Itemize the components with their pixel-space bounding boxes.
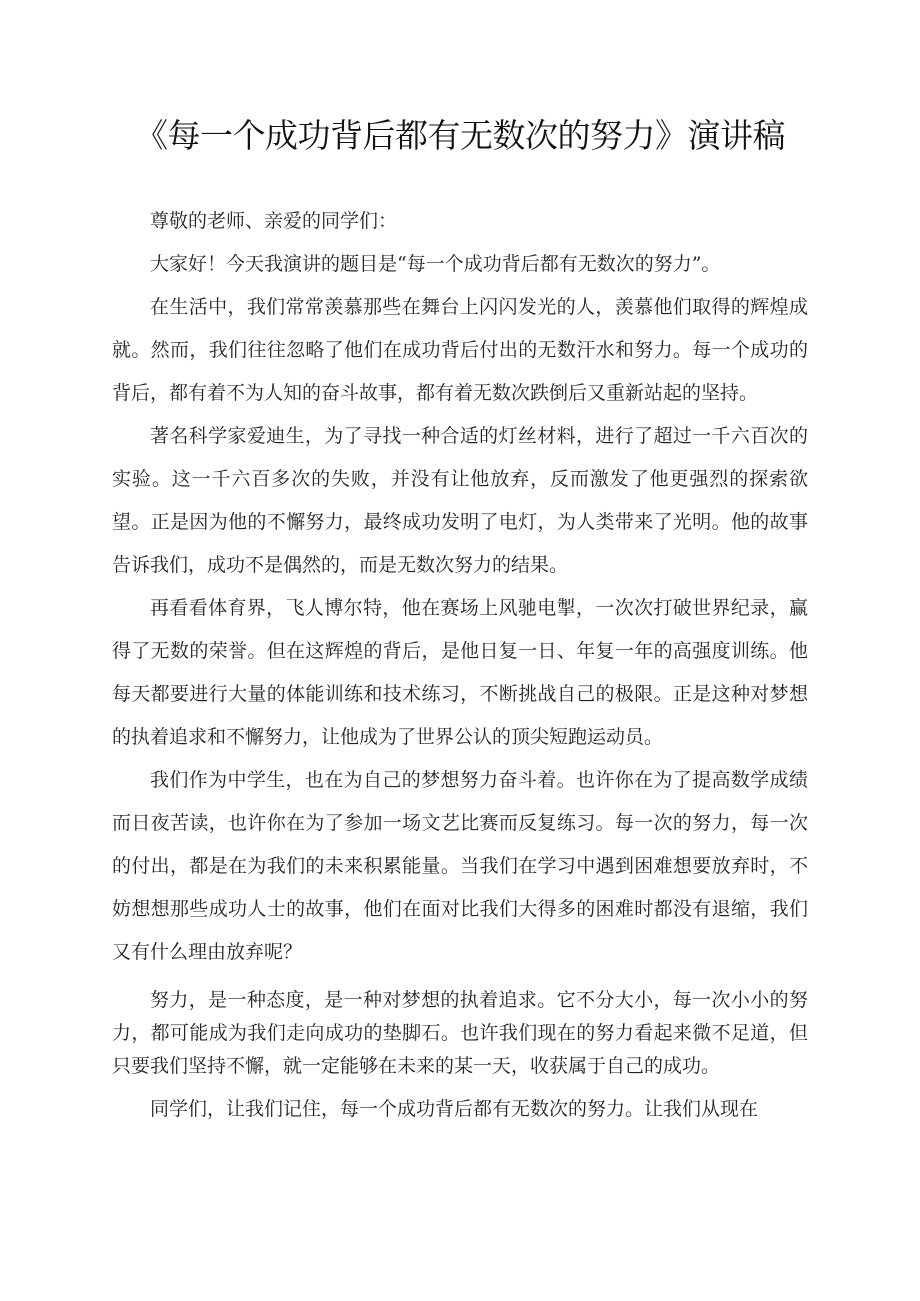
page-title: 《每一个成功背后都有无数次的努力》演讲稿	[135, 116, 785, 155]
paragraph-effort: 努力，是一种态度，是一种对梦想的执着追求。它不分大小，每一次小小的努力，都可能成为我们走向成功的垫脚石。也许我们现在的努力看起来微不足道，但只要我们坚持不懈，就一定能够在未来的某一天，收获属于自己的成功。	[112, 989, 808, 1077]
paragraph-closing: 同学们，让我们记住，每一个成功背后都有无数次的努力。让我们从现在	[150, 1098, 759, 1120]
paragraph-intro: 在生活中，我们常常羡慕那些在舞台上闪闪发光的人，羡慕他们取得的辉煌成就。然而，我们往往忽略了他们在成功背后付出的无数汗水和努力。每一个成功的背后，都有着不为人知的奋斗故事，都有着无数次跌倒后又重新站起的坚持。	[112, 296, 808, 404]
paragraph-greeting: 大家好！今天我演讲的题目是“每一个成功背后都有无数次的努力”。	[150, 253, 721, 275]
speech-body	[112, 200, 808, 1126]
paragraph-students: 我们作为中学生，也在为自己的梦想努力奋斗着。也许你在为了提高数学成绩而日夜苦读，也许你在为了参加一场文艺比赛而反复练习。每一次的努力，每一次的付出，都是在为我们的未来积累能量。当我们在学习中遇到困难想要放弃时，不妨想想那些成功人士的故事，他们在面对比我们大得多的困难时都没有退缩，我们又有什么理由放弃呢？	[112, 769, 808, 963]
paragraph-edison: 著名科学家爱迪生，为了寻找一种合适的灯丝材料，进行了超过一千六百次的实验。这一千六百多次的失败，并没有让他放弃，反而激发了他更强烈的探索欲望。正是因为他的不懈努力，最终成功发明了电灯，为人类带来了光明。他的故事告诉我们，成功不是偶然的，而是无数次努力的结果。	[112, 425, 808, 576]
paragraph-bolt: 再看看体育界，飞人博尔特，他在赛场上风驰电掣，一次次打破世界纪录，赢得了无数的荣誉。但在这辉煌的背后，是他日复一日、年复一年的高强度训练。他每天都要进行大量的体能训练和技术练习，不断挑战自己的极限。正是这种对梦想的执着追求和不懈努力，让他成为了世界公认的顶尖短跑运动员。	[112, 597, 808, 748]
paragraph-salutation: 尊敬的老师、亲爱的同学们：	[150, 210, 398, 232]
